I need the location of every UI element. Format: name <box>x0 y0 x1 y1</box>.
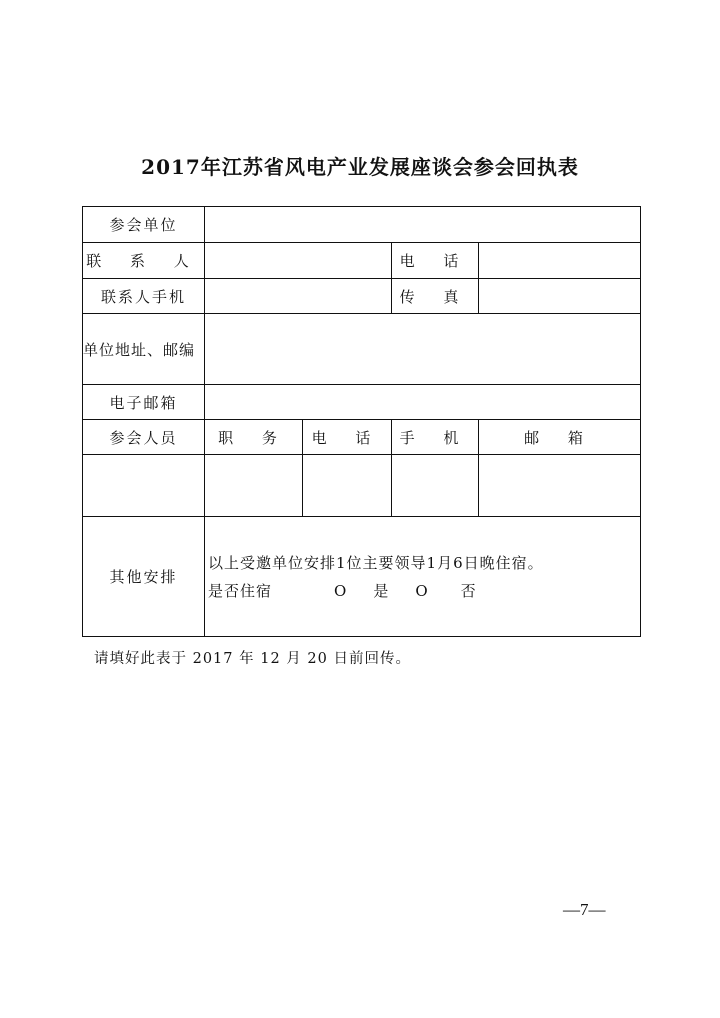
contact-label: 联 系 人 <box>83 243 205 279</box>
row-other <box>83 517 641 637</box>
row-attendee-entry <box>83 455 641 517</box>
lodging-yes-radio[interactable]: O <box>334 581 348 600</box>
email-input-cell[interactable] <box>205 385 641 420</box>
phone-input-cell[interactable] <box>479 243 641 279</box>
other-content-cell <box>205 517 641 637</box>
mobile-input-cell[interactable] <box>205 279 392 314</box>
phone-label: 电 话 <box>392 243 479 279</box>
page-number: —7— <box>563 900 606 919</box>
fax-input-cell[interactable] <box>479 279 641 314</box>
address-input-cell[interactable] <box>205 314 641 385</box>
contact-input-cell[interactable] <box>205 243 392 279</box>
mobile-label: 联系人手机 <box>83 279 205 314</box>
attendee-position-cell[interactable] <box>205 455 303 517</box>
attendee-mobile-cell[interactable] <box>392 455 479 517</box>
fax-label: 传 真 <box>392 279 479 314</box>
lodging-prefix: 是否住宿 <box>208 581 273 600</box>
unit-input-cell[interactable] <box>205 207 641 243</box>
row-unit <box>83 207 641 243</box>
row-contact <box>83 243 641 279</box>
other-label: 其他安排 <box>83 517 205 637</box>
col-phone-header: 电 话 <box>303 420 392 455</box>
row-attendees-header <box>83 420 641 455</box>
lodging-no-label: 否 <box>460 581 477 600</box>
col-mobile-header: 手 机 <box>392 420 479 455</box>
attendee-email-cell[interactable] <box>479 455 641 517</box>
lodging-no-radio[interactable]: O <box>415 581 429 600</box>
row-email <box>83 385 641 420</box>
lodging-line <box>208 577 640 605</box>
row-mobile <box>83 279 641 314</box>
attendee-name-cell[interactable] <box>83 455 205 517</box>
page-title: 2017年江苏省风电产业发展座谈会参会回执表 <box>141 155 579 179</box>
receipt-form-table <box>82 206 641 637</box>
address-label: 单位地址、邮编 <box>83 314 205 385</box>
lodging-yes-label: 是 <box>373 581 390 600</box>
row-address <box>83 314 641 385</box>
attendees-label: 参会人员 <box>83 420 205 455</box>
attendee-phone-cell[interactable] <box>303 455 392 517</box>
email-label: 电子邮箱 <box>83 385 205 420</box>
unit-label: 参会单位 <box>83 207 205 243</box>
col-email-header: 邮 箱 <box>479 420 641 455</box>
other-line1: 以上受邀单位安排1位主要领导1月6日晚住宿。 <box>208 553 544 572</box>
submission-note: 请填好此表于 2017 年 12 月 20 日前回传。 <box>94 651 411 667</box>
col-position-header: 职 务 <box>205 420 303 455</box>
